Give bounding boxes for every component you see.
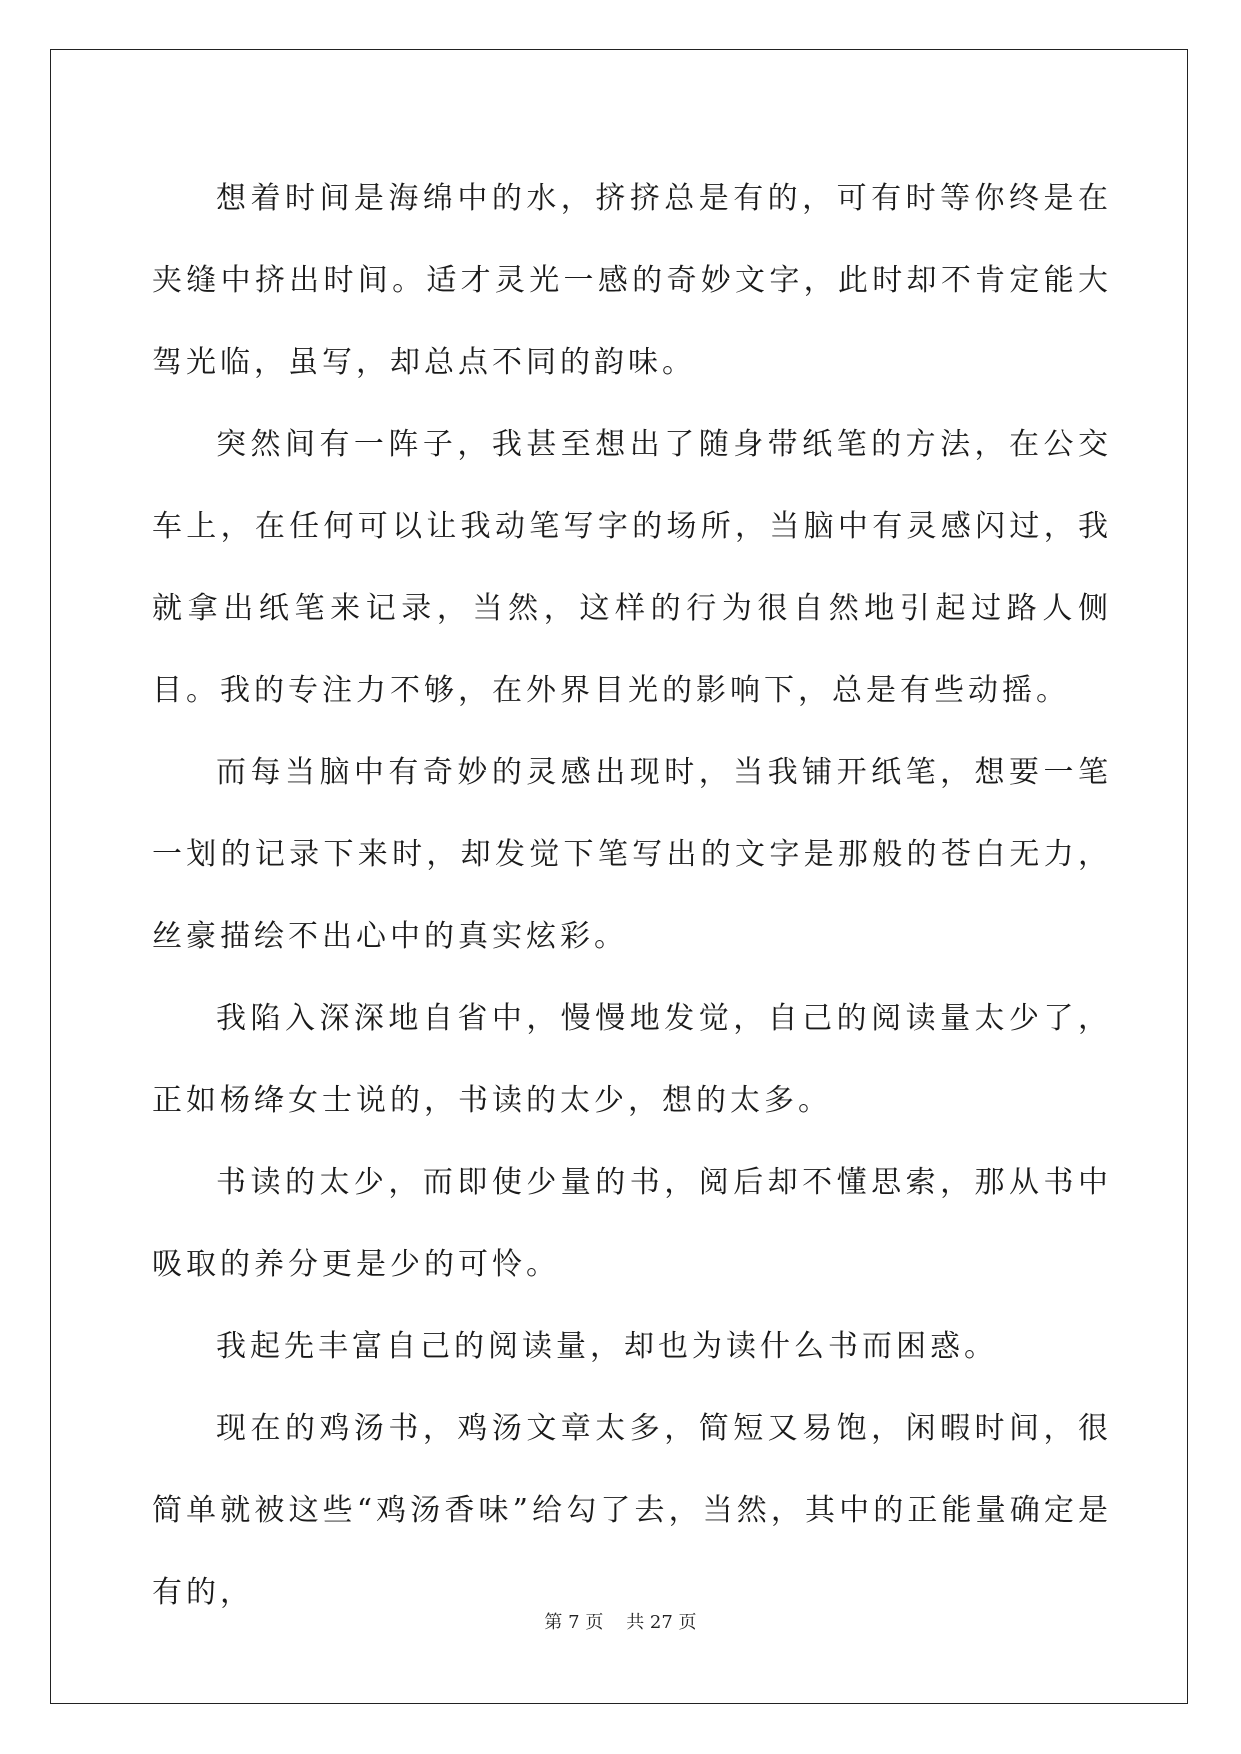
page-number: 第 7 页 共 27 页 — [544, 1612, 697, 1633]
paragraph: 而每当脑中有奇妙的灵感出现时，当我铺开纸笔，想要一笔一划的记录下来时，却发觉下笔写出的文字是那般的苍白无力，丝豪描绘不出心中的真实炫彩。 — [152, 755, 1112, 954]
document-body — [152, 158, 1112, 1634]
paragraph: 我起先丰富自己的阅读量，却也为读什么书而困惑。 — [216, 1329, 998, 1364]
page-footer — [0, 1608, 1241, 1634]
paragraph: 想着时间是海绵中的水，挤挤总是有的，可有时等你终是在夹缝中挤出时间。适才灵光一感的奇妙文字，此时却不肯定能大驾光临，虽写，却总点不同的韵味。 — [152, 181, 1112, 380]
paragraph: 书读的太少，而即使少量的书，阅后却不懂思索，那从书中吸取的养分更是少的可怜。 — [152, 1165, 1112, 1282]
paragraph: 现在的鸡汤书，鸡汤文章太多，简短又易饱，闲暇时间，很简单就被这些“鸡汤香味”给勾了去，当然，其中的正能量确定是有的， — [152, 1411, 1112, 1610]
paragraph: 我陷入深深地自省中，慢慢地发觉，自己的阅读量太少了，正如杨绛女士说的，书读的太少，想的太多。 — [152, 1001, 1112, 1118]
paragraph: 突然间有一阵子，我甚至想出了随身带纸笔的方法，在公交车上，在任何可以让我动笔写字的场所，当脑中有灵感闪过，我就拿出纸笔来记录，当然，这样的行为很自然地引起过路人侧目。我的专注力不够，在外界目光的影响下，总是有些动摇。 — [152, 427, 1112, 708]
